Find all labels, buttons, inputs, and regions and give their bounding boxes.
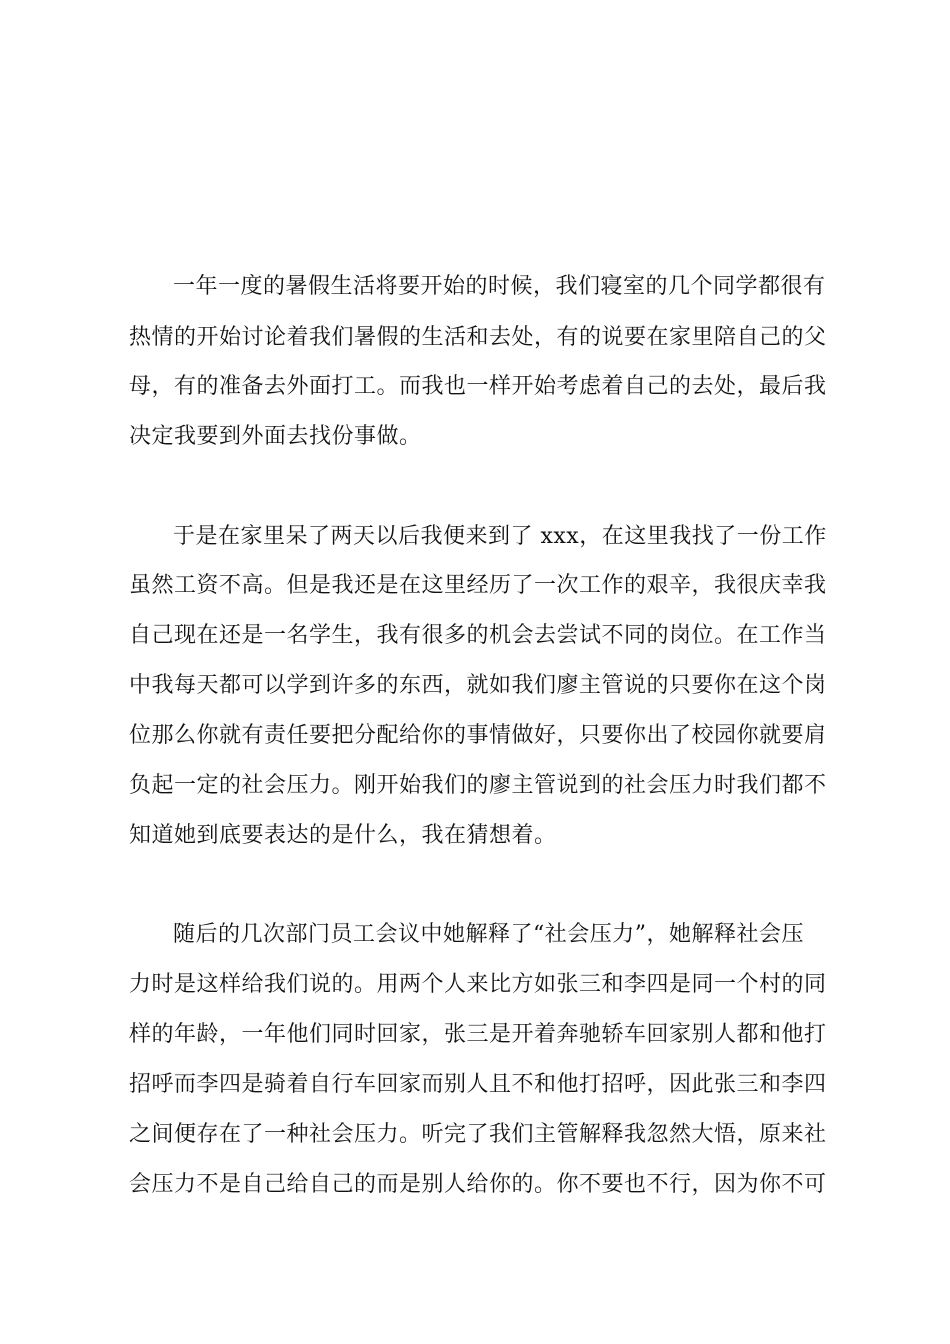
text-line: 知道她到底要表达的是什么，我在猜想着。	[129, 823, 557, 848]
text-line: 于是在家里呆了两天以后我便来到了 xxx，在这里我找了一份工作	[173, 524, 827, 549]
text-line: 样的年龄，一年他们同时回家，张三是开着奔驰轿车回家别人都和他打	[129, 1022, 827, 1047]
text-line: 一年一度的暑假生活将要开始的时候，我们寝室的几个同学都很有	[173, 274, 826, 299]
text-line: 负起一定的社会压力。刚开始我们的廖主管说到的社会压力时我们都不	[129, 773, 827, 798]
text-line: 中我每天都可以学到许多的东西，就如我们廖主管说的只要你在这个岗	[129, 673, 827, 698]
text-line: 随后的几次部门员工会议中她解释了“社会压力”，她解释社会压	[173, 922, 804, 947]
text-line: 虽然工资不高。但是我还是在这里经历了一次工作的艰辛，我很庆幸我	[129, 573, 827, 598]
text-line: 招呼而李四是骑着自行车回家而别人且不和他打招呼，因此张三和李四	[129, 1072, 827, 1097]
text-line: 自己现在还是一名学生，我有很多的机会去尝试不同的岗位。在工作当	[129, 623, 827, 648]
text-line: 母，有的准备去外面打工。而我也一样开始考虑着自己的去处，最后我	[129, 374, 827, 399]
text-line: 位那么你就有责任要把分配给你的事情做好，只要你出了校园你就要肩	[129, 723, 827, 748]
text-line: 决定我要到外面去找份事做。	[129, 424, 422, 449]
text-line: 之间便存在了一种社会压力。听完了我们主管解释我忽然大悟，原来社	[129, 1122, 827, 1147]
text-line: 热情的开始讨论着我们暑假的生活和去处，有的说要在家里陪自己的父	[129, 325, 827, 350]
text-line: 力时是这样给我们说的。用两个人来比方如张三和李四是同一个村的同	[129, 972, 827, 997]
text-line: 会压力不是自己给自己的而是别人给你的。你不要也不行，因为你不可	[129, 1172, 827, 1197]
